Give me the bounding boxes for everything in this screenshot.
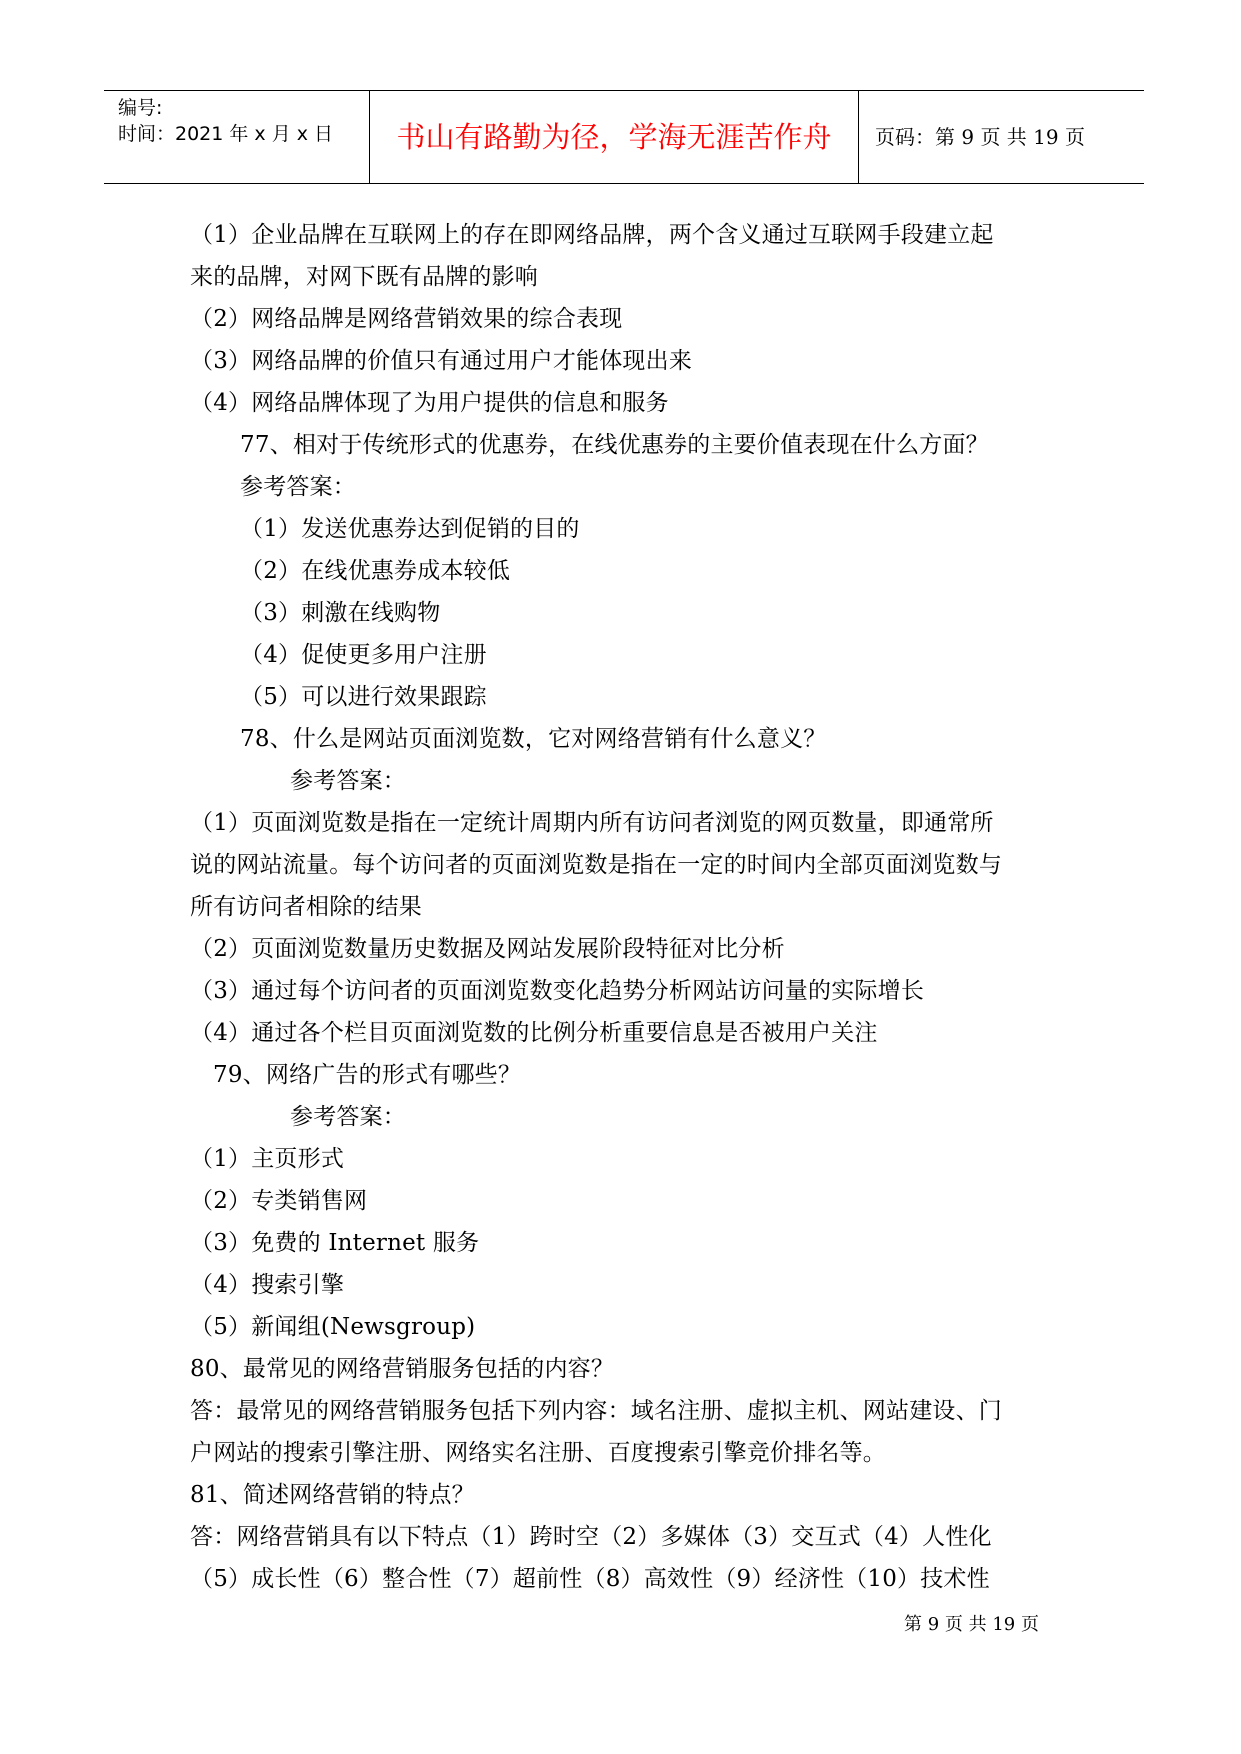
answer-label: 参考答案：: [290, 1104, 406, 1130]
header-meta: [104, 91, 370, 183]
text-line: 所有访问者相除的结果: [190, 894, 422, 920]
text-line: （4）通过各个栏目页面浏览数的比例分析重要信息是否被用户关注: [190, 1020, 878, 1046]
header-motto: 书山有路勤为径，学海无涯苦作舟: [370, 91, 859, 183]
text-line: （5）成长性（6）整合性（7）超前性（8）高效性（9）经济性（10）技术性: [190, 1566, 990, 1592]
question-heading: 79、网络广告的形式有哪些？: [213, 1062, 522, 1088]
text-line: （2）专类销售网: [190, 1188, 368, 1214]
text-line: （3）刺激在线购物: [240, 600, 441, 626]
text-line: （4）网络品牌体现了为用户提供的信息和服务: [190, 390, 669, 416]
header-page-number: 页码：第 9 页 共 19 页: [875, 125, 1085, 149]
text-line: 说的网站流量。每个访问者的页面浏览数是指在一定的时间内全部页面浏览数与: [190, 852, 1002, 878]
serial-number-label: 编号:: [118, 97, 163, 119]
text-line: （1）页面浏览数是指在一定统计周期内所有访问者浏览的网页数量，即通常所: [190, 810, 994, 836]
text-line: 答：最常见的网络营销服务包括下列内容：域名注册、虚拟主机、网站建设、门: [190, 1398, 1002, 1424]
text-line: （3）网络品牌的价值只有通过用户才能体现出来: [190, 348, 693, 374]
text-line: （2）网络品牌是网络营销效果的综合表现: [190, 306, 623, 332]
question-heading: 78、什么是网站页面浏览数，它对网络营销有什么意义？: [240, 726, 827, 752]
time-label: 时间：2021 年 x 月 x 日: [118, 123, 334, 145]
text-line: （2）在线优惠券成本较低: [240, 558, 511, 584]
text-line: （3）免费的 Internet 服务: [190, 1230, 480, 1256]
text-line: （1）企业品牌在互联网上的存在即网络品牌，两个含义通过互联网手段建立起: [190, 222, 994, 248]
text-line: （1）主页形式: [190, 1146, 345, 1172]
text-line: （5）可以进行效果跟踪: [240, 684, 487, 710]
question-heading: 80、最常见的网络营销服务包括的内容？: [190, 1356, 615, 1382]
question-heading: 77、相对于传统形式的优惠券，在线优惠券的主要价值表现在什么方面？: [240, 432, 989, 458]
text-line: （1）发送优惠券达到促销的目的: [240, 516, 580, 542]
text-line: 户网站的搜索引擎注册、网络实名注册、百度搜索引擎竞价排名等。: [190, 1440, 886, 1466]
text-line: （3）通过每个访问者的页面浏览数变化趋势分析网站访问量的实际增长: [190, 978, 925, 1004]
question-heading: 81、简述网络营销的特点？: [190, 1482, 475, 1508]
text-line: （2）页面浏览数量历史数据及网站发展阶段特征对比分析: [190, 936, 785, 962]
answer-label: 参考答案：: [240, 474, 356, 500]
text-line: （4）搜索引擎: [190, 1272, 345, 1298]
text-line: 答：网络营销具有以下特点（1）跨时空（2）多媒体（3）交互式（4）人性化: [190, 1524, 992, 1550]
text-line: （5）新闻组(Newsgroup): [190, 1314, 476, 1340]
text-line: （4）促使更多用户注册: [240, 642, 487, 668]
answer-label: 参考答案：: [290, 768, 406, 794]
text-line: 来的品牌，对网下既有品牌的影响: [190, 264, 538, 290]
page-footer: 第 9 页 共 19 页: [904, 1614, 1039, 1635]
page-header: [104, 90, 1144, 184]
